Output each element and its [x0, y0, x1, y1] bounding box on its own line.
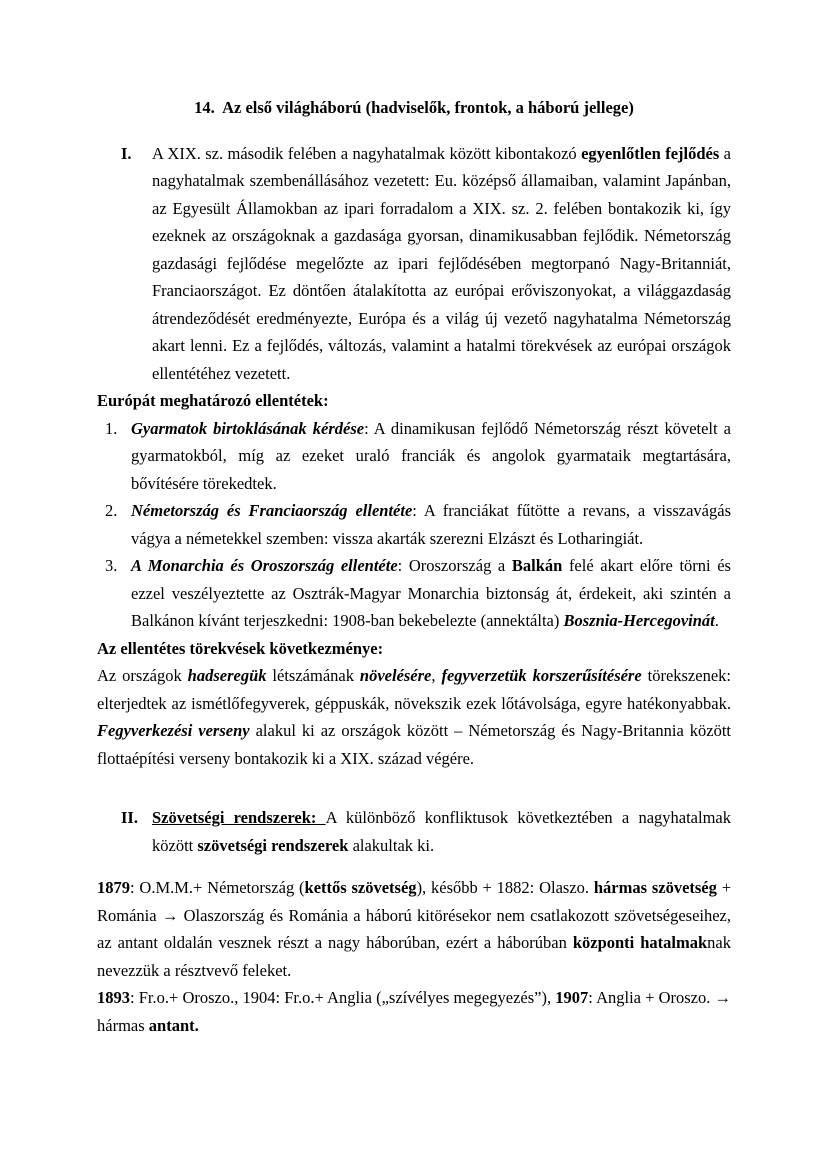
paragraph-text — [131, 419, 731, 493]
text-run: 14. Az első világháború (hadviselők, frontok, a háború jellege) — [194, 98, 634, 117]
text-run: hármas szövetség — [593, 878, 717, 897]
text-run: létszámának — [266, 666, 360, 685]
paragraph-text — [97, 391, 329, 410]
paragraph-text — [152, 144, 731, 383]
text-run: : A franciákat fűtötte a revans, a visszavágás vágya a németekkel szemben: vissza akarták szerezni Elzászt és Lotharingiát. — [131, 501, 731, 548]
text-run: 1893 — [97, 988, 130, 1007]
list-marker: II. — [121, 808, 138, 827]
list-marker: I. — [121, 143, 132, 163]
text-run: nak nevezzük a résztvevő feleket. — [97, 933, 731, 980]
text-run: Szövetségi rendszerek: — [152, 808, 326, 827]
text-run: : Anglia + Oroszo. → hármas — [97, 988, 732, 1035]
text-run: alakultak ki. — [348, 835, 435, 855]
text-run: hadseregük — [187, 666, 267, 685]
heading — [97, 635, 731, 663]
text-run: központi hatalmak — [572, 933, 708, 952]
paragraph-text — [97, 639, 383, 658]
paragraph-text — [97, 666, 731, 768]
text-run: szövetségi rendszerek — [197, 835, 349, 855]
text-run: 1907 — [555, 988, 589, 1007]
text-run: alakul ki az országok között – Németország és Nagy-Britannia között flottaépítési verseny bontakozik ki a XIX. század végére. — [97, 721, 732, 768]
num-item — [97, 497, 731, 552]
text-run: , — [431, 666, 442, 685]
paragraph-text — [97, 988, 731, 1035]
text-run: Balkán — [511, 556, 563, 575]
text-run: Németország és Franciaország ellentéte — [131, 501, 413, 520]
text-run: kettős szövetség — [304, 878, 417, 897]
text-run: fegyverzetük korszerűsítésére — [441, 666, 642, 685]
paragraph — [97, 984, 731, 1039]
text-run: Európát meghatározó ellentétek: — [97, 391, 329, 410]
paragraph-text — [131, 556, 731, 630]
text-run: antant. — [148, 1015, 199, 1035]
num-item — [97, 415, 731, 498]
text-run: felé akart előre törni és ezzel veszélyeztette az Osztrák-Magyar Monarchia biztonság át, érdekeit, aki szintén a Balkánon kívánt terjeszkedni: 1908-ban bekebelezte (annektálta) — [131, 556, 731, 630]
list-marker: 3. — [105, 556, 118, 575]
paragraph — [97, 662, 731, 772]
list-marker: 2. — [105, 501, 118, 520]
text-run: ), később + 1882: Olaszo. — [416, 878, 594, 897]
roman-item — [97, 804, 731, 859]
text-run: A XIX. sz. második felében a nagyhatalmak között kibontakozó — [152, 143, 582, 163]
text-run: . — [714, 611, 719, 630]
text-run: a nagyhatalmak szembenállásához vezetett: Eu. középső államaiban, valamint Japánban, az Egyesült Államokban az ipari forradalom a XIX. sz. 2. felében bontakozik ki, így ezeknek az országoknak a gazdasága gyorsan, dinamikusabban fejlődik. Németország gazdasági fejlődése megelőzte az ipari fejlődésében megtorpanó Nagy-Britanniát, Franciaországot. Ez döntően átalakította az európai erőviszonyokat, a világgazdaság átrendeződését eredményezte, Európa és a világ új vezető nagyhatalma Németország akart lenni. Ez a fejlődés, változás, valamint a hatalmi törekvések az európai országok ellentétéhez vezetett. — [152, 143, 732, 383]
num-item — [97, 552, 731, 635]
text-run: A Monarchia és Oroszország ellentéte — [131, 556, 398, 575]
text-run: Fegyverkezési verseny — [97, 721, 250, 740]
paragraph-text — [131, 501, 731, 548]
document-title — [97, 94, 731, 122]
text-run: Az ellentétes törekvések következménye: — [97, 638, 384, 658]
text-run: Bosznia-Hercegovinát — [563, 611, 715, 630]
text-run: : Oroszország a — [397, 556, 512, 575]
roman-item — [97, 140, 731, 388]
text-run: egyenlőtlen fejlődés — [581, 143, 720, 163]
document-content — [97, 94, 731, 1039]
text-run: : A dinamikusan fejlődő Németország részt követelt a gyarmatokból, míg az ezeket uraló franciák és angolok gyarmataik megtartására, bővítésére törekedtek. — [131, 418, 731, 493]
heading — [97, 387, 731, 415]
text-run: növelésére — [359, 666, 432, 685]
text-run: A különböző konfliktusok következtében a nagyhatalmak között — [152, 808, 731, 855]
text-run: : O.M.M.+ Németország ( — [130, 878, 305, 897]
list-marker: 1. — [105, 418, 118, 438]
text-run: : Fr.o.+ Oroszo., 1904: Fr.o.+ Anglia („szívélyes megegyezés”), — [130, 988, 556, 1007]
paragraph — [97, 874, 731, 984]
paragraph-text — [152, 808, 731, 855]
text-run: + Románia → Olaszország és Románia a háború kitörésekor nem csatlakozott szövetségeseihez, az antant oldalán vesznek részt a nagy háborúban, ezért a háborúban — [97, 878, 732, 952]
text-run: 1879 — [97, 878, 130, 897]
text-run: Az országok — [97, 666, 188, 685]
text-run: törekszenek: elterjedtek az ismétlőfegyverek, géppuskák, növekszik ezek lőtávolsága, egyre hatékonyabbak. — [97, 666, 731, 713]
paragraph-text — [97, 878, 731, 980]
text-run: Gyarmatok birtoklásának kérdése — [131, 418, 365, 438]
